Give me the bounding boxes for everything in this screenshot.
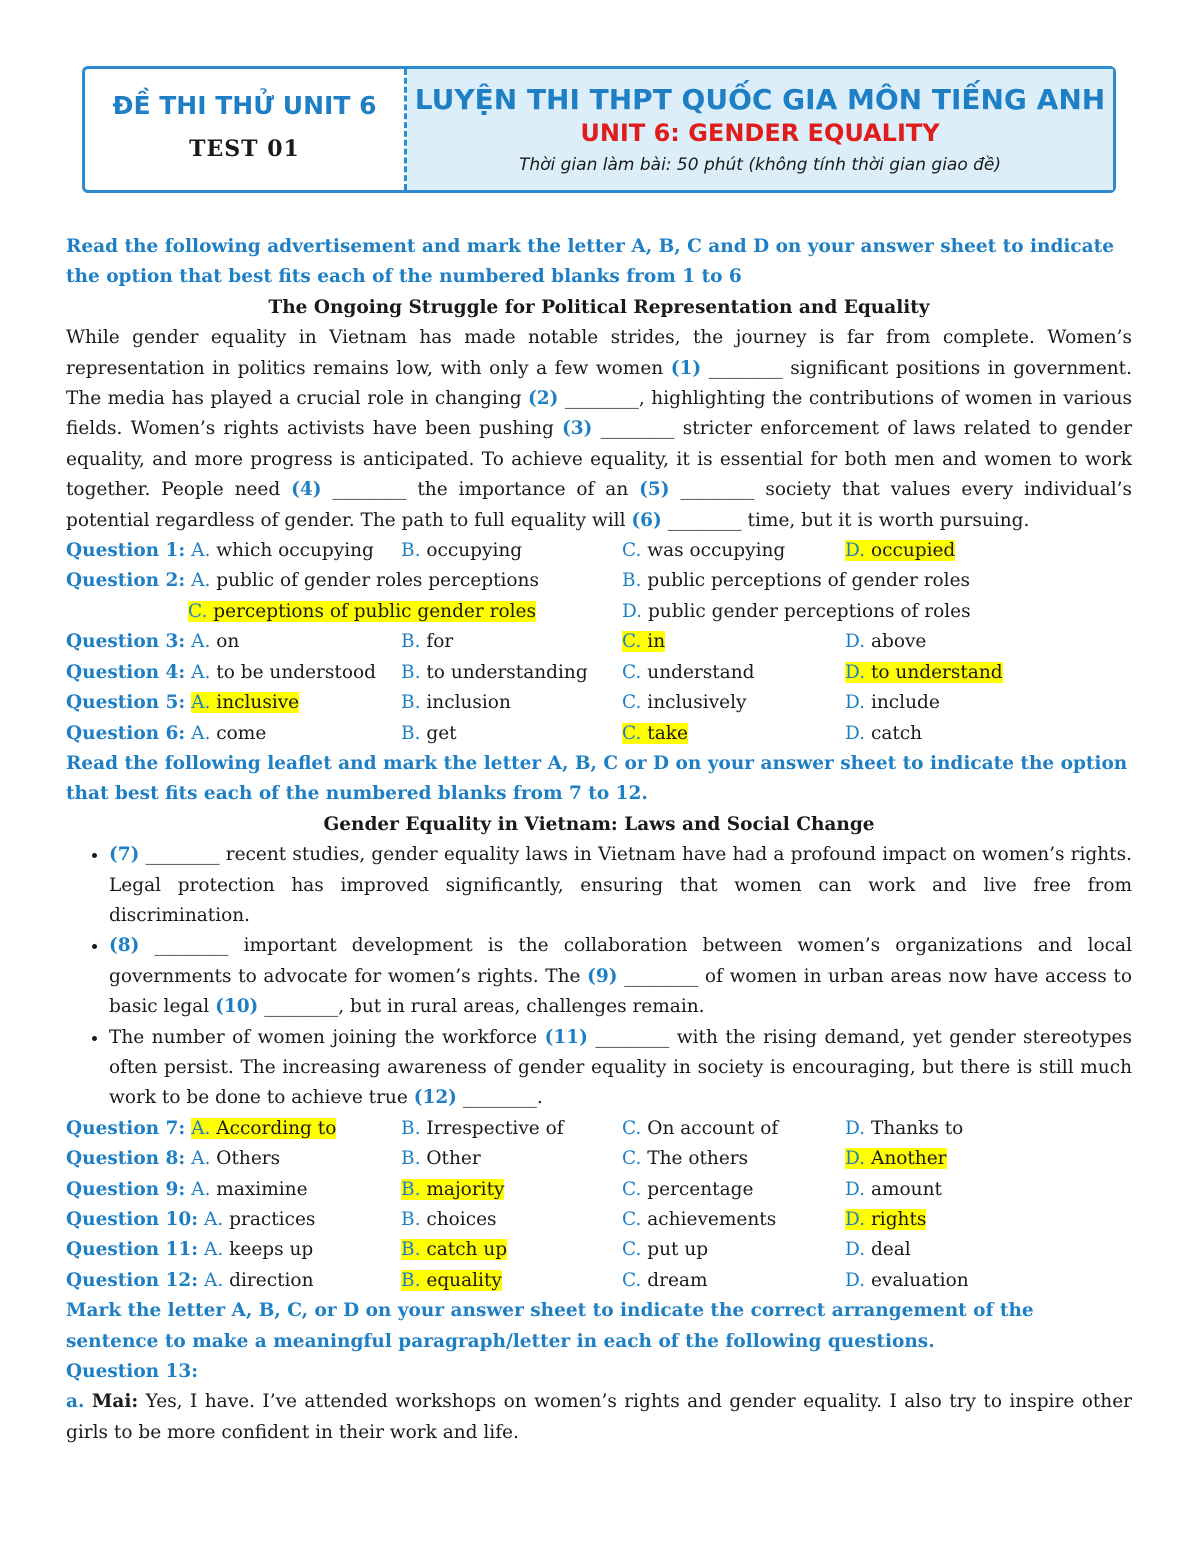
blank-number: (9) <box>587 965 618 987</box>
option-letter: D. <box>845 1239 866 1261</box>
blank-number: (10) <box>215 996 259 1018</box>
option-c-answer[interactable]: in <box>647 631 666 653</box>
leaflet-text: recent studies, gender equality laws in Vietnam have had a profound impact on women’s rights. Legal protection has improved significantly, ensuring that women can work and live free from discrimination. <box>109 844 1132 926</box>
question-row <box>66 566 1132 596</box>
item-text: Yes, I have. I’ve attended workshops on women’s rights and gender equality. I also try to inspire other girls to be more confident in their work and life. <box>66 1391 1132 1443</box>
option-letter: D. <box>845 1178 866 1200</box>
option-letter: A. <box>191 540 211 562</box>
option-letter: B. <box>401 661 421 683</box>
option-letter: B. <box>401 1209 421 1230</box>
option-d[interactable]: catch <box>870 722 923 744</box>
unit-title: UNIT 6: GENDER EQUALITY <box>580 119 940 147</box>
option-c-answer[interactable]: perceptions of public gender roles <box>213 600 536 622</box>
option-c-answer[interactable]: take <box>647 722 688 744</box>
question-row <box>66 1235 1132 1265</box>
blank-number: (4) <box>291 479 322 501</box>
option-d-answer[interactable]: rights <box>870 1209 927 1230</box>
question-label: Question 6: <box>66 722 186 744</box>
option-letter: A. <box>191 1178 211 1200</box>
blank-line: ________ <box>462 1087 537 1109</box>
option-letter: D. <box>845 1209 866 1230</box>
blank-line: ________ <box>624 965 699 987</box>
question-label: Question 11: <box>66 1239 199 1261</box>
option-letter: D. <box>845 1269 866 1291</box>
option-letter: D. <box>845 540 866 562</box>
option-b[interactable]: to understanding <box>426 661 588 683</box>
option-letter: B. <box>401 1178 421 1200</box>
option-letter: D. <box>845 722 866 744</box>
option-letter: A. <box>204 1209 224 1230</box>
option-d[interactable]: amount <box>870 1178 942 1200</box>
leaflet-text: of women in urban areas now have access to basic legal <box>109 965 1132 1018</box>
item-letter: a. <box>66 1391 85 1413</box>
header-right-panel <box>407 69 1113 190</box>
question-row <box>66 658 1132 688</box>
option-letter: C. <box>622 540 642 562</box>
option-a[interactable]: public of gender roles perceptions <box>216 570 539 592</box>
passage-text: the importance of an <box>406 479 640 501</box>
list-item <box>109 840 1132 931</box>
option-letter: B. <box>401 1148 421 1170</box>
blank-line: ________ <box>595 1026 670 1048</box>
option-a[interactable]: keeps up <box>229 1239 314 1261</box>
question-label: Question 3: <box>66 631 186 653</box>
option-letter: C. <box>622 1269 642 1291</box>
question-13-label: Question 13: <box>66 1361 199 1383</box>
option-b-answer[interactable]: catch up <box>426 1239 508 1261</box>
passage-text: While gender equality in Vietnam has made notable strides, the journey is far from complete. Women’s representation in politics remains low, with only a few women <box>66 327 1132 379</box>
option-letter: C. <box>622 722 642 744</box>
option-d[interactable]: deal <box>870 1239 911 1261</box>
blank-line: ________ <box>667 509 742 531</box>
question-label: Question 4: <box>66 661 186 683</box>
option-letter: A. <box>204 1269 224 1291</box>
list-item <box>109 1023 1132 1114</box>
blank-number: (11) <box>544 1026 588 1048</box>
blank-number: (1) <box>670 357 702 379</box>
option-c[interactable]: dream <box>647 1269 708 1291</box>
option-letter: C. <box>622 631 642 653</box>
option-d[interactable]: evaluation <box>870 1269 969 1291</box>
leaflet-text: The number of women joining the workforce <box>109 1026 545 1048</box>
question-label: Question 1: <box>66 540 186 562</box>
option-letter: D. <box>845 1117 866 1139</box>
option-letter: B. <box>401 540 421 562</box>
section3-instruction: Mark the letter A, B, C, or D on your answer sheet to indicate the correct arrangement of the sentence to make a meaningful paragraph/letter in each of the following questions. <box>66 1300 1034 1352</box>
option-c[interactable]: percentage <box>647 1178 754 1200</box>
option-b[interactable]: get <box>426 722 457 744</box>
blank-number: (6) <box>631 509 662 531</box>
question-label: Question 5: <box>66 692 186 714</box>
blank-line: ________ <box>264 996 339 1018</box>
option-letter: A. <box>191 1117 211 1139</box>
option-letter: B. <box>401 1239 421 1261</box>
option-b-answer[interactable]: majority <box>426 1178 505 1200</box>
option-letter: D. <box>622 600 643 622</box>
question-row <box>66 536 1132 566</box>
option-d[interactable]: Thanks to <box>870 1117 964 1139</box>
blank-line: ________ <box>600 418 675 440</box>
blank-line: ________ <box>332 479 407 501</box>
option-d-answer[interactable]: occupied <box>870 540 956 562</box>
exam-title: ĐỀ THI THỬ UNIT 6 <box>112 91 377 120</box>
blank-line: ________ <box>680 479 755 501</box>
option-letter: C. <box>622 1117 642 1139</box>
option-letter: C. <box>622 1178 642 1200</box>
option-a[interactable]: practices <box>229 1209 316 1230</box>
option-a[interactable]: direction <box>229 1269 314 1291</box>
option-letter: D. <box>845 631 866 653</box>
question-row <box>66 1205 1132 1235</box>
blank-number: (3) <box>562 418 593 440</box>
question-row <box>66 1114 1132 1144</box>
option-letter: C. <box>622 692 642 714</box>
option-d-answer[interactable]: to understand <box>870 661 1003 683</box>
option-letter: A. <box>191 692 211 714</box>
question-row <box>66 1144 1132 1174</box>
question-row <box>66 688 1132 718</box>
option-c[interactable]: put up <box>647 1239 709 1261</box>
section1-passage <box>66 323 1132 536</box>
section1-title: The Ongoing Struggle for Political Representation and Equality <box>268 296 930 318</box>
question-label: Question 8: <box>66 1148 186 1170</box>
blank-number: (2) <box>528 388 559 410</box>
option-letter: B. <box>401 1117 421 1139</box>
option-letter: A. <box>191 722 211 744</box>
blank-line: ________ <box>145 844 220 866</box>
option-d[interactable]: above <box>870 631 927 653</box>
option-b[interactable]: inclusion <box>426 692 511 714</box>
option-letter: C. <box>622 1209 642 1230</box>
option-b[interactable]: for <box>426 631 454 653</box>
question-label: Question 2: <box>66 570 186 592</box>
option-b-answer[interactable]: equality <box>426 1269 502 1291</box>
blank-number: (5) <box>639 479 670 501</box>
option-letter: C. <box>622 1148 642 1170</box>
leaflet-text: with the rising demand, yet gender stereotypes often persist. The increasing awareness of gender equality in society is encouraging, but there is still much work to be done to achieve true <box>109 1026 1132 1109</box>
option-letter: D. <box>845 692 866 714</box>
option-letter: B. <box>401 722 421 744</box>
blank-number: (12) <box>413 1087 457 1109</box>
option-letter: A. <box>191 570 211 592</box>
option-b[interactable]: public perceptions of gender roles <box>647 570 971 592</box>
option-d[interactable]: include <box>870 692 940 714</box>
blank-line: ________ <box>154 935 229 957</box>
question-label: Question 12: <box>66 1269 199 1291</box>
option-letter: A. <box>191 631 211 653</box>
list-item <box>109 931 1132 1022</box>
question-label: Question 7: <box>66 1117 186 1139</box>
question-row <box>66 719 1132 749</box>
speaker-name: Mai: <box>91 1391 139 1413</box>
question-row <box>66 1266 1132 1296</box>
passage-text: stricter enforcement of laws related to gender equality, and more progress is anticipated. To achieve equality, it is essential for both men and women to work together. People need <box>66 418 1132 501</box>
option-c[interactable]: achievements <box>647 1209 777 1230</box>
option-letter: A. <box>204 1239 224 1261</box>
exam-content <box>66 232 1132 1448</box>
option-letter: C. <box>622 661 642 683</box>
q13-item-a <box>66 1387 1132 1448</box>
option-c[interactable]: inclusively <box>647 692 747 714</box>
option-c[interactable]: was occupying <box>647 540 786 562</box>
option-b[interactable]: occupying <box>426 540 523 562</box>
option-d[interactable]: public gender perceptions of roles <box>647 600 971 622</box>
option-a[interactable]: which occupying <box>216 540 374 562</box>
blank-line: ________ <box>708 357 783 379</box>
option-a[interactable]: on <box>216 631 240 653</box>
question-label: Question 10: <box>66 1209 199 1230</box>
option-b[interactable]: choices <box>426 1209 497 1230</box>
passage-text: significant positions in government. The media has played a crucial role in changing <box>66 357 1132 410</box>
passage-text: time, but it is worth pursuing. <box>741 509 1030 531</box>
leaflet-text: important development is the collaboration between women’s organizations and local governments to advocate for women’s rights. The <box>109 935 1132 987</box>
option-c[interactable]: understand <box>647 661 755 683</box>
option-c[interactable]: The others <box>647 1148 749 1170</box>
question-label: Question 9: <box>66 1178 186 1200</box>
passage-text: , highlighting the contributions of women in various fields. Women’s rights activists have been pushing <box>66 388 1132 440</box>
option-a[interactable]: come <box>216 722 267 744</box>
option-a-answer[interactable]: inclusive <box>216 692 300 714</box>
question-row <box>66 597 1132 627</box>
exam-header <box>82 66 1116 193</box>
option-b[interactable]: Irrespective of <box>426 1117 564 1139</box>
time-limit: Thời gian làm bài: 50 phút (không tính thời gian giao đề) <box>518 155 1002 175</box>
leaflet-text: , but in rural areas, challenges remain. <box>338 996 705 1018</box>
option-letter: B. <box>401 692 421 714</box>
section2-title: Gender Equality in Vietnam: Laws and Social Change <box>323 813 875 835</box>
course-title: LUYỆN THI THPT QUỐC GIA MÔN TIẾNG ANH <box>414 83 1106 116</box>
blank-number: (7) <box>109 844 140 866</box>
option-a[interactable]: to be understood <box>216 661 376 683</box>
option-c[interactable]: On account of <box>647 1117 779 1139</box>
option-letter: B. <box>401 631 421 653</box>
option-letter: B. <box>622 570 642 592</box>
option-a-answer[interactable]: According to <box>216 1117 337 1139</box>
passage-text: society that values every individual’s potential regardless of gender. The path to full equality will <box>66 479 1132 531</box>
option-letter: B. <box>401 1269 421 1291</box>
option-letter: C. <box>188 600 208 622</box>
option-letter: D. <box>845 1148 866 1170</box>
question-row <box>66 627 1132 657</box>
leaflet-text: . <box>536 1087 543 1109</box>
section1-instruction: Read the following advertisement and mark the letter A, B, C and D on your answer sheet to indicate the option that best fits each of the numbered blanks from 1 to 6 <box>66 236 1114 288</box>
option-letter: C. <box>622 1239 642 1261</box>
section2-instruction: Read the following leaflet and mark the letter A, B, C or D on your answer sheet to indicate the option that best fits each of the numbered blanks from 7 to 12. <box>66 752 1128 805</box>
test-number: TEST 01 <box>189 136 300 162</box>
option-a[interactable]: Others <box>216 1148 281 1170</box>
blank-number: (8) <box>109 935 140 957</box>
header-left-panel <box>85 69 407 190</box>
question-row <box>66 1175 1132 1205</box>
option-d-answer[interactable]: Another <box>870 1148 947 1170</box>
option-b[interactable]: Other <box>426 1148 481 1170</box>
option-letter: A. <box>191 661 211 683</box>
leaflet-bullets <box>66 840 1132 1114</box>
blank-line: ________ <box>564 388 639 410</box>
option-letter: D. <box>845 661 866 683</box>
option-letter: A. <box>191 1148 211 1170</box>
option-a[interactable]: maximine <box>216 1178 308 1200</box>
